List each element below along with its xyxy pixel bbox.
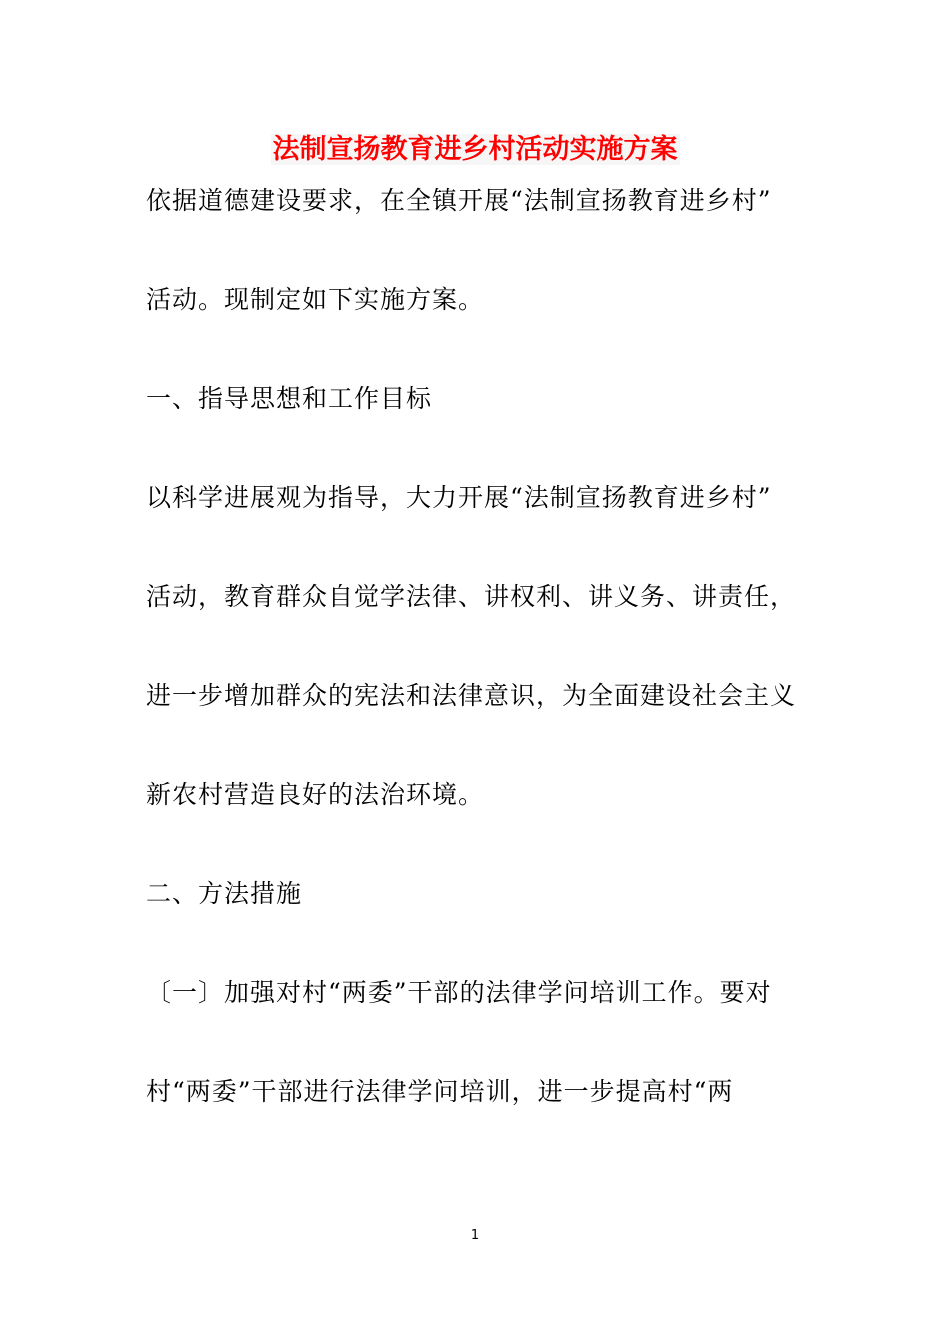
body-line-1: 依据道德建设要求，在全镇开展“法制宣扬教育进乡村”: [146, 186, 772, 215]
body-line-7: 〔一〕加强对村“两委”干部的法律学问培训工作。要对: [146, 978, 772, 1007]
document-title-text: 法制宣扬教育进乡村活动实施方案: [272, 134, 678, 165]
body-line-5: 进一步增加群众的宪法和法律意识，为全面建设社会主义: [146, 681, 797, 710]
page-number: 1: [470, 1228, 480, 1243]
body-line-3: 以科学进展观为指导，大力开展“法制宣扬教育进乡村”: [146, 483, 772, 512]
body-line-6: 新农村营造良好的法治环境。: [146, 780, 485, 809]
document-title: [0, 128, 950, 172]
body-line-2: 活动。现制定如下实施方案。: [146, 285, 485, 314]
body-line-4: 活动，教育群众自觉学法律、讲权利、讲义务、讲责任，: [146, 582, 797, 611]
section-heading-2: 二、方法措施: [146, 879, 303, 908]
body-line-8: 村“两委”干部进行法律学问培训，进一步提高村“两: [146, 1077, 734, 1106]
section-heading-1: 一、指导思想和工作目标: [146, 384, 433, 413]
document-body: [146, 178, 826, 1168]
